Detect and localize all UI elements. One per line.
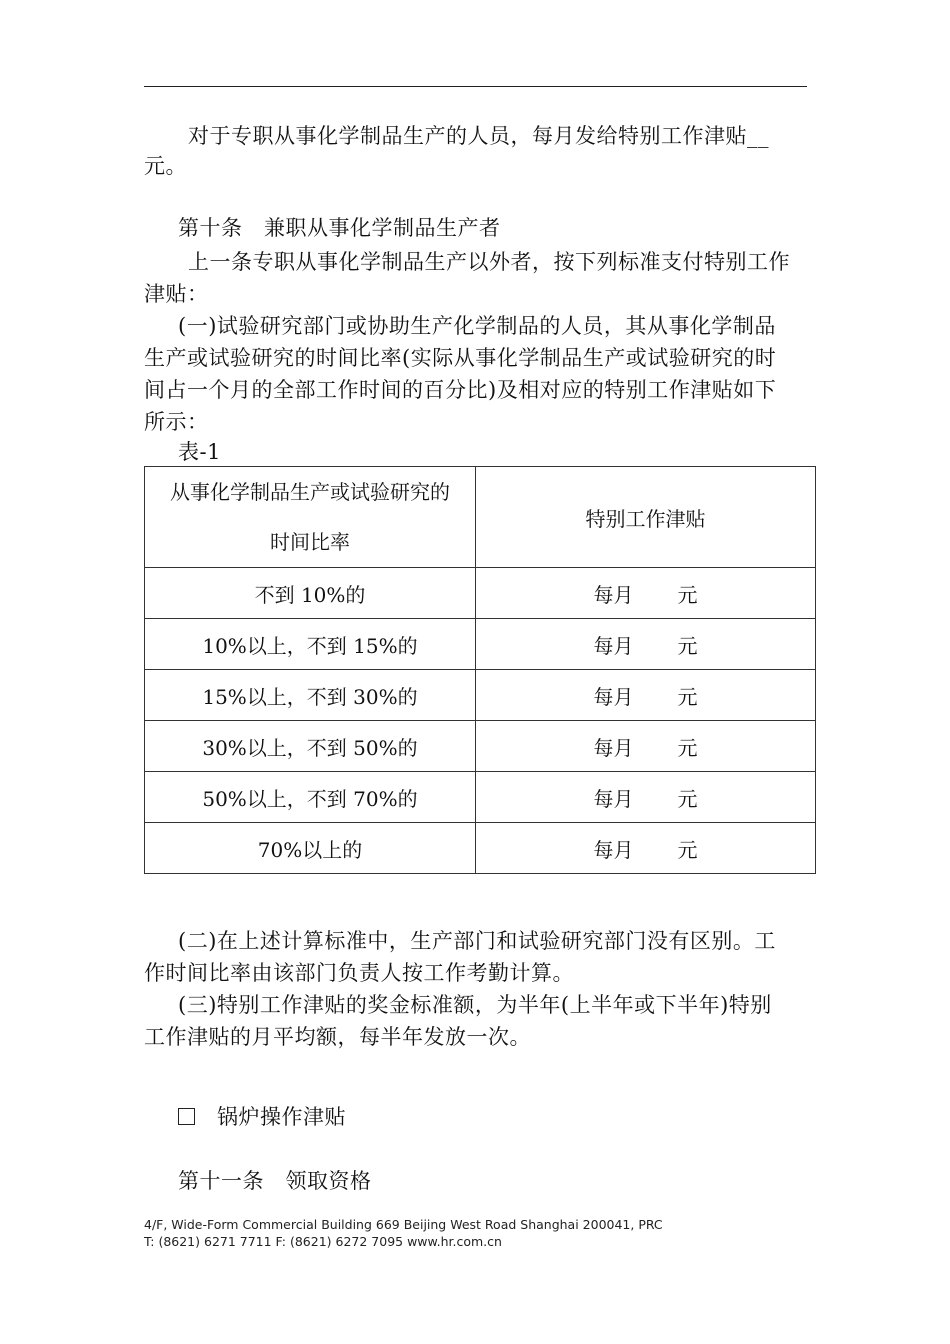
row-amount	[476, 670, 816, 721]
section-heading	[178, 1102, 841, 1132]
article-11-heading: 第十一条 领取资格	[178, 1169, 372, 1193]
row-amount-unit: 元	[677, 582, 698, 607]
row-range: 10%以上，不到 15%的	[145, 619, 476, 670]
intro-line-2: 元。	[144, 154, 187, 178]
row-amount-prefix: 每月	[593, 582, 634, 607]
row-amount	[476, 823, 816, 874]
row-amount	[476, 619, 816, 670]
table-caption: 表-1	[178, 440, 221, 464]
footer-address: 4/F, Wide-Form Commercial Building 669 Beijing West Road Shanghai 200041, PRC	[144, 1217, 663, 1232]
paragraph-3-line-1: (二)在上述计算标准中，生产部门和试验研究部门没有区别。工	[178, 929, 776, 953]
row-range: 15%以上，不到 30%的	[145, 670, 476, 721]
article-10-paragraph-2-line-3: 间占一个月的全部工作时间的百分比)及相对应的特别工作津贴如下	[144, 378, 777, 402]
table-row	[145, 568, 816, 619]
row-amount-unit: 元	[677, 786, 698, 811]
article-10-paragraph-1-line-2: 津贴：	[144, 282, 209, 306]
article-10-heading: 第十条 兼职从事化学制品生产者	[178, 216, 501, 240]
article-10-paragraph-2-line-1: (一)试验研究部门或协助生产化学制品的人员，其从事化学制品	[178, 314, 776, 338]
header-special-allowance: 特别工作津贴	[476, 467, 816, 568]
table-row	[145, 823, 816, 874]
paragraph-3-line-2: 作时间比率由该部门负责人按工作考勤计算。	[144, 961, 574, 985]
row-amount-unit: 元	[677, 837, 698, 862]
row-amount-prefix: 每月	[593, 684, 634, 709]
row-range: 50%以上，不到 70%的	[145, 772, 476, 823]
article-10-paragraph-2-line-2: 生产或试验研究的时间比率(实际从事化学制品生产或试验研究的时	[144, 346, 777, 370]
row-amount-prefix: 每月	[593, 837, 634, 862]
row-amount-prefix: 每月	[593, 786, 634, 811]
section-title: 锅炉操作津贴	[217, 1105, 346, 1129]
row-range: 不到 10%的	[145, 568, 476, 619]
row-amount	[476, 772, 816, 823]
row-amount-unit: 元	[677, 633, 698, 658]
header-time-ratio-line-2: 时间比率	[270, 530, 350, 554]
table-row	[145, 670, 816, 721]
checkbox-square-icon	[178, 1108, 195, 1125]
header-rule	[144, 86, 807, 87]
article-10-paragraph-1-line-1: 上一条专职从事化学制品生产以外者，按下列标准支付特别工作	[188, 250, 790, 274]
row-amount-unit: 元	[677, 735, 698, 760]
row-range: 70%以上的	[145, 823, 476, 874]
header-time-ratio	[145, 467, 476, 568]
row-amount-prefix: 每月	[593, 735, 634, 760]
row-amount-unit: 元	[677, 684, 698, 709]
footer-contact: T: (8621) 6271 7711 F: (8621) 6272 7095 www.hr.com.cn	[144, 1234, 502, 1249]
intro-line-1: 对于专职从事化学制品生产的人员，每月发给特别工作津贴__	[188, 124, 769, 148]
table-row	[145, 619, 816, 670]
table-row	[145, 721, 816, 772]
allowance-table	[144, 466, 816, 874]
paragraph-4-line-2: 工作津贴的月平均额，每半年发放一次。	[144, 1025, 531, 1049]
row-amount-prefix: 每月	[593, 633, 634, 658]
paragraph-4-line-1: (三)特别工作津贴的奖金标准额，为半年(上半年或下半年)特别	[178, 993, 772, 1017]
article-10-paragraph-2-line-4: 所示：	[144, 410, 209, 434]
table-header-row	[145, 467, 816, 568]
row-amount	[476, 568, 816, 619]
row-range: 30%以上，不到 50%的	[145, 721, 476, 772]
row-amount	[476, 721, 816, 772]
table-row	[145, 772, 816, 823]
header-time-ratio-line-1: 从事化学制品生产或试验研究的	[170, 480, 450, 504]
